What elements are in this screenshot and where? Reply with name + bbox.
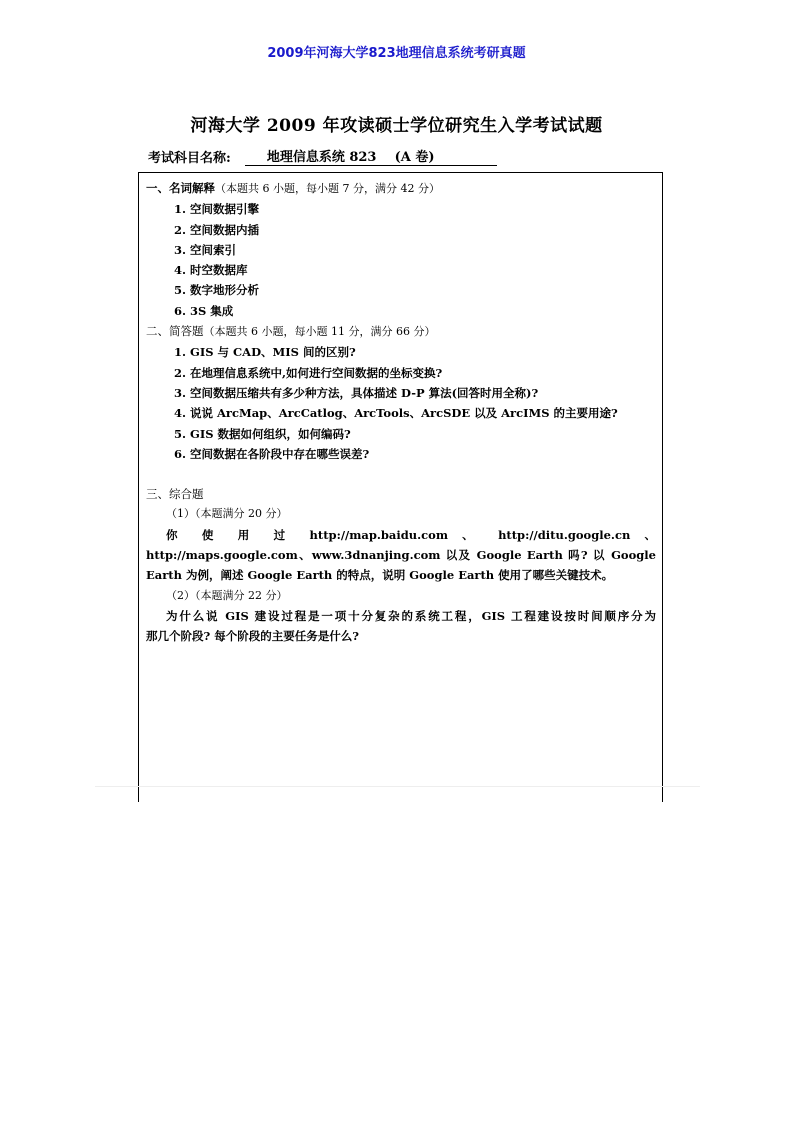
list-item: 1. GIS 与 CAD、MIS 间的区别?	[174, 345, 356, 360]
list-item: 6. 3S 集成	[174, 303, 234, 318]
section-1-note: （本题共 6 小题，每小题 7 分，满分 42 分）	[215, 182, 440, 195]
spacer	[146, 464, 656, 484]
list-item: 2. 在地理信息系统中,如何进行空间数据的坐标变换?	[174, 365, 443, 380]
list-item: 3. 空间数据压缩共有多少种方法，具体描述 D-P 算法(回答时用全称)?	[174, 385, 539, 400]
document-header-title: 2009年河海大学823地理信息系统考研真题	[267, 46, 526, 61]
section-1-heading	[146, 178, 656, 199]
list-item: 5. 数字地形分析	[174, 283, 259, 298]
list-item: 4. 时空数据库	[174, 263, 248, 278]
section-3-heading	[146, 484, 656, 504]
section-3-q1-line-1: 你 使 用 过 http://map.baidu.com 、 http://ditu.google.cn 、	[166, 527, 656, 542]
section-1-list	[146, 199, 656, 321]
page-divider	[95, 786, 700, 787]
subject-row	[148, 146, 497, 166]
exam-title: 河海大学 2009 年攻读硕士学位研究生入学考试试题	[190, 116, 603, 136]
list-item: 1. 空间数据引擎	[174, 202, 259, 217]
subject-label: 考试科目名称:	[148, 151, 231, 166]
section-3-q2-line-1: 为什么说 GIS 建设过程是一项十分复杂的系统工程，GIS 工程建设按时间顺序分为	[166, 608, 656, 623]
section-2-heading	[146, 321, 656, 342]
section-1-name: 一、名词解释	[146, 181, 215, 195]
section-3-q1-line-2: http://maps.google.com、www.3dnanjing.com 以及 Google Earth 吗? 以 Google	[146, 548, 656, 563]
list-item: 2. 空间数据内插	[174, 222, 259, 237]
section-3-name: 三、综合题	[146, 487, 204, 502]
section-3-q1-note: （1）（本题满分 20 分）	[166, 507, 288, 521]
section-2-list	[146, 342, 656, 464]
section-3-q2-line-2: 那几个阶段? 每个阶段的主要任务是什么?	[146, 629, 359, 644]
section-2-name: 二、简答题	[146, 324, 204, 339]
list-item: 3. 空间索引	[174, 242, 236, 257]
list-item: 4. 说说 ArcMap、ArcCatlog、ArcTools、ArcSDE 以及 ArcIMS 的主要用途?	[174, 406, 618, 421]
list-item: 6. 空间数据在各阶段中存在哪些误差?	[174, 446, 370, 461]
section-2-note: （本题共 6 小题，每小题 11 分，满分 66 分）	[203, 325, 436, 339]
exam-content	[146, 178, 656, 647]
subject-value: 地理信息系统 823 (A 卷)	[245, 146, 497, 166]
list-item: 5. GIS 数据如何组织，如何编码?	[174, 426, 351, 441]
section-3-q2-note: （2）（本题满分 22 分）	[166, 588, 288, 602]
section-3-q1-line-3: Earth 为例，阐述 Google Earth 的特点，说明 Google Earth 使用了哪些关键技术。	[146, 568, 614, 583]
